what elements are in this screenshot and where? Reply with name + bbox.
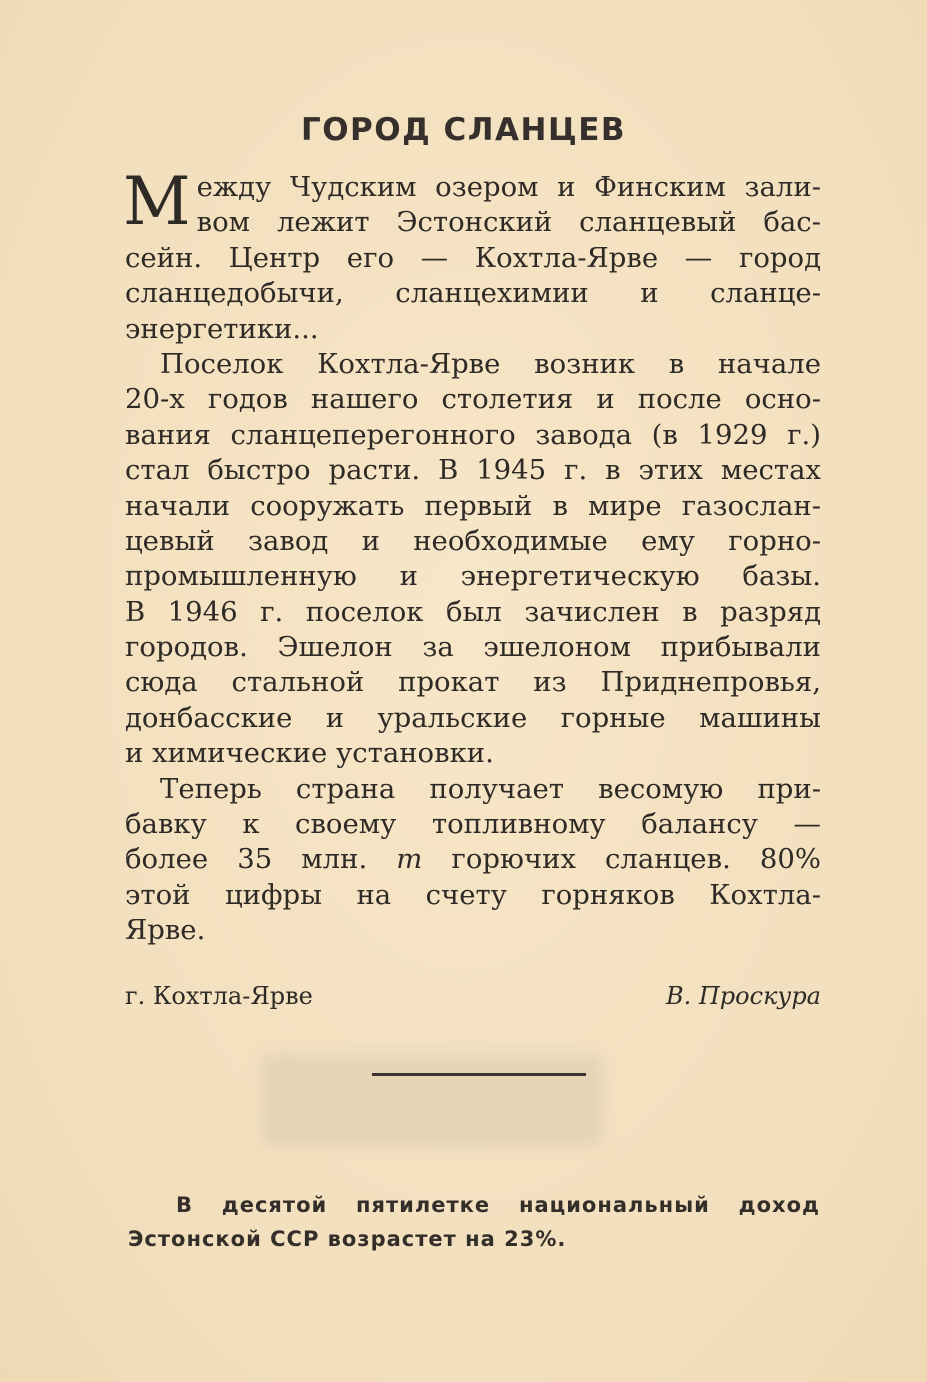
text-line: энергетики... [125,312,319,345]
text-line: этой цифры на счету горняков Кохтла- [125,878,821,911]
note-line: Эстонской ССР возрастет на 23%. [128,1227,567,1251]
signature-author: В. Проскура [665,982,821,1010]
text-line: вания сланцеперегонного завода (в 1929 г.) [125,418,821,451]
note-line: В десятой пятилетке национальный доход [176,1193,820,1217]
text-line: сюда стальной прокат из Приднепровья, [125,666,821,699]
text-line: бавку к своему топливному балансу — [125,808,821,841]
signature-row [125,982,821,1016]
text-line: В 1946 г. поселок был зачислен в разряд [125,595,821,628]
text-line: Поселок Кохтла-Ярве возник в начале [160,347,821,380]
text-line: Ярве. [125,914,206,947]
unit-tons: т [396,843,423,876]
footer-note [128,1188,820,1256]
article-body [123,163,822,949]
paragraph-2 [125,347,821,772]
text-line: цевый завод и необходимые ему горно- [125,524,821,557]
text-line: сланцедобычи, сланцехимии и сланце- [125,277,821,310]
paragraph-3 [125,772,821,949]
text-line: и химические установки. [125,737,494,770]
paragraph-1 [123,163,821,347]
text-segment: горючих сланцев. 80% [422,843,822,876]
text-line: городов. Эшелон за эшелоном прибывали [125,631,821,664]
article-title: ГОРОД СЛАНЦЕВ [300,112,627,148]
text-line [125,842,821,877]
text-line: Теперь страна получает весомую при- [160,772,821,805]
text-line: вом лежит Эстонский сланцевый бас- [196,206,821,239]
text-line: ежду Чудским озером и Финским зали- [196,171,821,203]
text-line: донбасские и уральские горные машины [125,701,821,734]
drop-cap: М [123,163,191,240]
separator-rule [372,1073,586,1076]
text-segment: более 35 млн. [125,843,397,876]
paper-stain [262,1055,602,1145]
text-line: стал быстро расти. В 1945 г. в этих местах [125,454,821,487]
text-line: сейн. Центр его — Кохтла-Ярве — город [125,241,821,274]
text-line: 20-х годов нашего столетия и после осно- [125,383,821,416]
text-line: промышленную и энергетическую базы. [125,560,821,593]
signature-place: г. Кохтла-Ярве [125,982,313,1010]
text-line: начали сооружать первый в мире газослан- [125,489,821,522]
